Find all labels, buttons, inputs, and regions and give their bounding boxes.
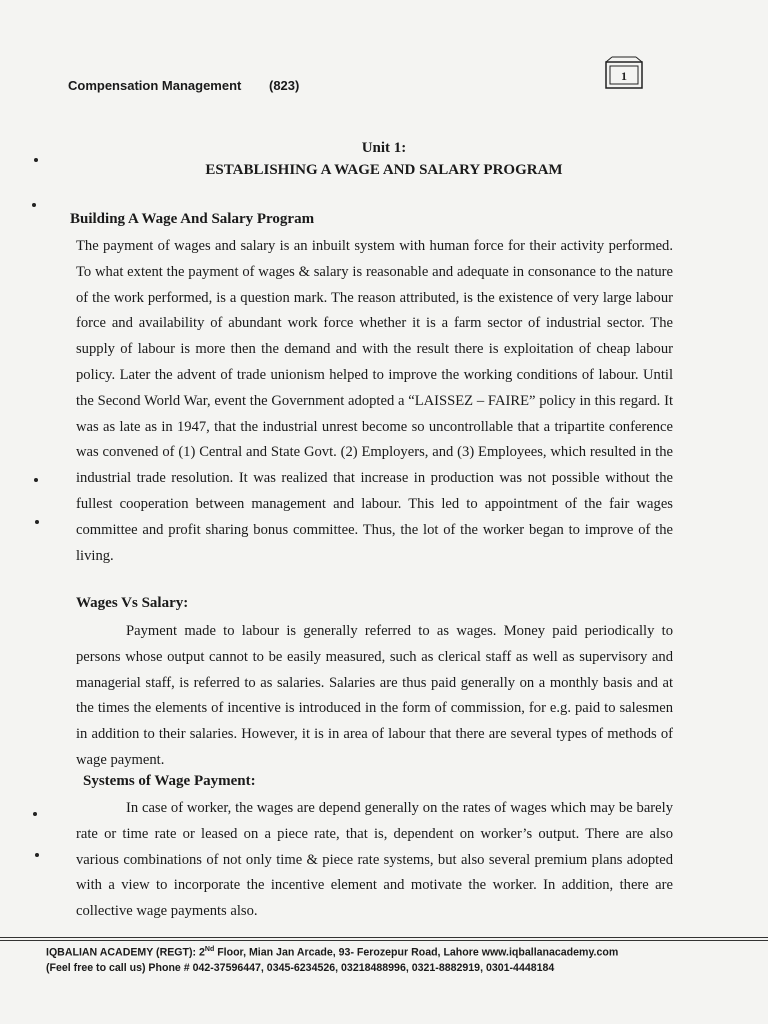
footer-address-part1: IQBALIAN ACADEMY (REGT): 2	[46, 946, 205, 959]
paragraph-systems: In case of worker, the wages are depend generally on the rates of wages which may be barely rate or time rate or leased on a piece rate, that is, dependent on worker’s output. There are also various combinations of not only time & piece rate systems, but also several premium plans adopted with a view to incorporate the incentive element and motivate the worker. In addition, there are collective wage payments also.	[76, 800, 673, 920]
margin-dot	[35, 853, 39, 857]
margin-dot	[32, 203, 36, 207]
unit-title: Unit 1:	[361, 140, 407, 156]
section-heading-wages-vs-salary: Wages Vs Salary:	[76, 595, 189, 611]
document-header	[68, 78, 299, 93]
footer-phone: (Feel free to call us) Phone # 042-37596447, 0345-6234526, 03218488996, 0321-8882919, 0301-4448184	[46, 962, 555, 974]
page-number-icon	[604, 56, 644, 92]
footer-address-part2: Floor, Mian Jan Arcade, 93- Ferozepur Road, Lahore www.iqballanacademy.com	[214, 946, 619, 959]
footer-divider	[0, 940, 768, 941]
footer-address	[46, 946, 618, 959]
paragraph-building: The payment of wages and salary is an inbuilt system with human force for their activity performed. To what extent the payment of wages & salary is reasonable and adequate in consonance to the nature of the work performed, is a question mark. The reason attributed, is the existence of very large labour force and availability of abundant work force whether it is a farm sector of industrial sector. The supply of labour is more then the demand and with the result there is exploitation of cheap labour policy. Later the advent of trade unionism helped to improve the working conditions of labour. Until the Second World War, event the Government adopted a “LAISSEZ – FAIRE” policy in this regard. It was as late as in 1947, that the industrial unrest become so uncontrollable that a tripartite conference was convened of (1) Central and State Govt. (2) Employers, and (3) Employees, which resulted in the industrial trade resolution. It was realized that increase in production was not possible without the fullest cooperation between management and labour. This led to appointment of the fair wages committee and profit sharing bonus committee. Thus, the lot of the worker began to improve of the living.	[76, 238, 673, 564]
page-number: 1	[621, 69, 627, 83]
paragraph-wages-vs-salary: Payment made to labour is generally referred to as wages. Money paid periodically to persons whose output cannot to be easily measured, such as clerical staff as well as supervisory and managerial staff, is referred to as salaries. Salaries are thus paid generally on a monthly basis and at the times the elements of incentive is introduced in the form of commission, for e.g. paid to salesmen in addition to their salaries. However, it is in area of labour that there are several types of methods of wage payment.	[76, 623, 673, 768]
unit-subtitle: ESTABLISHING A WAGE AND SALARY PROGRAM	[205, 162, 563, 178]
page-number-box	[604, 56, 644, 92]
course-title: Compensation Management	[68, 78, 242, 93]
section-heading-building: Building A Wage And Salary Program	[70, 211, 315, 227]
course-code: (823)	[268, 78, 300, 93]
footer-divider	[0, 937, 768, 938]
margin-dot	[34, 478, 38, 482]
margin-dot	[33, 812, 37, 816]
margin-dot	[35, 520, 39, 524]
margin-dot	[34, 158, 38, 162]
section-heading-systems: Systems of Wage Payment:	[83, 773, 256, 789]
footer-address-sup: Nd	[204, 946, 215, 953]
